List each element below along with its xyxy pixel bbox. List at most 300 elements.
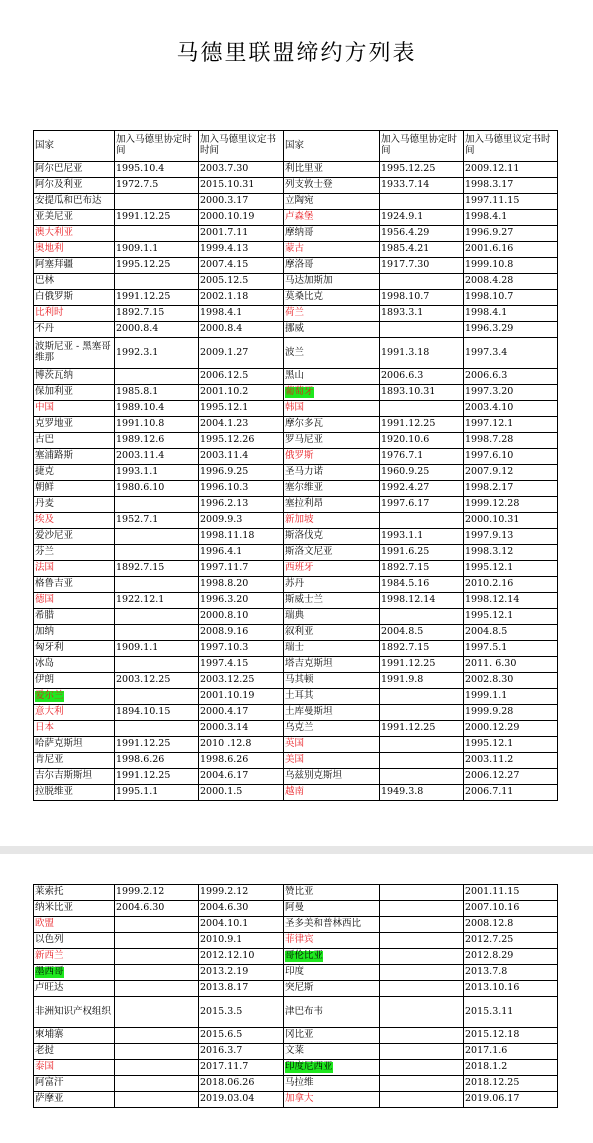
country-cell bbox=[284, 210, 380, 226]
country-cell bbox=[34, 322, 115, 338]
agreement-date-cell bbox=[380, 949, 464, 965]
agreement-date-cell bbox=[380, 917, 464, 933]
country-cell bbox=[34, 1076, 115, 1092]
table-row bbox=[34, 162, 558, 178]
column-header: 国家 bbox=[284, 131, 380, 162]
agreement-date-cell bbox=[115, 657, 199, 673]
country-cell bbox=[284, 258, 380, 274]
country-name: 挪威 bbox=[285, 323, 305, 335]
protocol-date-cell: 2007.9.12 bbox=[464, 465, 558, 481]
country-cell bbox=[34, 338, 115, 369]
country-name: 越南 bbox=[285, 786, 305, 798]
column-header: 国家 bbox=[34, 131, 115, 162]
table-row bbox=[34, 449, 558, 465]
members-table-part-2 bbox=[33, 884, 558, 1108]
country-cell bbox=[284, 497, 380, 513]
protocol-date-cell: 2003.11.4 bbox=[199, 449, 284, 465]
agreement-date-cell bbox=[115, 689, 199, 705]
agreement-date-cell: 1920.10.6 bbox=[380, 433, 464, 449]
protocol-date-cell: 1999.2.12 bbox=[199, 885, 284, 901]
agreement-date-cell bbox=[380, 981, 464, 997]
country-name: 奥地利 bbox=[35, 243, 64, 255]
table-row bbox=[34, 306, 558, 322]
agreement-date-cell: 1956.4.29 bbox=[380, 226, 464, 242]
country-cell bbox=[34, 769, 115, 785]
country-cell bbox=[34, 162, 115, 178]
protocol-date-cell: 2019.03.04 bbox=[199, 1092, 284, 1108]
country-name: 芬兰 bbox=[35, 546, 55, 558]
country-cell bbox=[284, 369, 380, 385]
country-cell bbox=[34, 785, 115, 801]
country-cell bbox=[284, 673, 380, 689]
country-name: 阿塞拜疆 bbox=[35, 259, 74, 271]
country-name: 瑞典 bbox=[285, 610, 305, 622]
country-cell bbox=[284, 997, 380, 1028]
protocol-date-cell: 1996.3.20 bbox=[199, 593, 284, 609]
country-name: 利比里亚 bbox=[285, 163, 324, 175]
agreement-date-cell: 1984.5.16 bbox=[380, 577, 464, 593]
country-name: 波斯尼亚 - 黑塞哥维那 bbox=[35, 341, 111, 363]
country-cell bbox=[34, 721, 115, 737]
agreement-date-cell: 1892.7.15 bbox=[115, 306, 199, 322]
country-name: 欧盟 bbox=[35, 918, 55, 930]
table-row bbox=[34, 290, 558, 306]
country-cell bbox=[284, 721, 380, 737]
country-name: 塞拉利昂 bbox=[285, 498, 324, 510]
country-name: 冈比亚 bbox=[285, 1029, 314, 1041]
agreement-date-cell: 2006.6.3 bbox=[380, 369, 464, 385]
country-name: 卢旺达 bbox=[35, 982, 64, 994]
country-name: 葡萄牙 bbox=[285, 386, 314, 398]
country-cell bbox=[34, 561, 115, 577]
country-cell bbox=[34, 497, 115, 513]
agreement-date-cell: 1917.7.30 bbox=[380, 258, 464, 274]
agreement-date-cell bbox=[380, 322, 464, 338]
country-name: 阿尔及利亚 bbox=[35, 179, 83, 191]
table-row bbox=[34, 933, 558, 949]
protocol-date-cell: 1996.2.13 bbox=[199, 497, 284, 513]
country-cell bbox=[284, 657, 380, 673]
agreement-date-cell: 1892.7.15 bbox=[115, 561, 199, 577]
protocol-date-cell: 1995.12.1 bbox=[464, 561, 558, 577]
protocol-date-cell: 2007.10.16 bbox=[464, 901, 558, 917]
country-cell bbox=[34, 194, 115, 210]
protocol-date-cell: 2015.3.11 bbox=[464, 997, 558, 1028]
protocol-date-cell: 2002.1.18 bbox=[199, 290, 284, 306]
table-row bbox=[34, 689, 558, 705]
agreement-date-cell: 1909.1.1 bbox=[115, 641, 199, 657]
protocol-date-cell: 1997.6.10 bbox=[464, 449, 558, 465]
table-row bbox=[34, 481, 558, 497]
table-row bbox=[34, 561, 558, 577]
protocol-date-cell: 2001.6.16 bbox=[464, 242, 558, 258]
country-cell bbox=[284, 274, 380, 290]
table-row bbox=[34, 577, 558, 593]
table-row bbox=[34, 917, 558, 933]
table-row bbox=[34, 721, 558, 737]
protocol-date-cell: 1996.9.25 bbox=[199, 465, 284, 481]
country-name: 法国 bbox=[35, 562, 55, 574]
country-name: 吉尔吉斯斯坦 bbox=[35, 770, 93, 782]
protocol-date-cell: 2015.12.18 bbox=[464, 1028, 558, 1044]
agreement-date-cell bbox=[380, 705, 464, 721]
country-name: 安提瓜和巴布达 bbox=[35, 195, 102, 207]
country-name: 不丹 bbox=[35, 323, 55, 335]
country-name: 马其顿 bbox=[285, 674, 314, 686]
agreement-date-cell bbox=[115, 981, 199, 997]
protocol-date-cell: 1997.11.7 bbox=[199, 561, 284, 577]
table-row bbox=[34, 545, 558, 561]
protocol-date-cell: 1995.12.26 bbox=[199, 433, 284, 449]
agreement-date-cell: 1993.1.1 bbox=[115, 465, 199, 481]
table-row bbox=[34, 178, 558, 194]
country-name: 津巴布韦 bbox=[285, 1005, 324, 1017]
table-row bbox=[34, 1044, 558, 1060]
protocol-date-cell: 2003.4.10 bbox=[464, 401, 558, 417]
protocol-date-cell: 2004.8.5 bbox=[464, 625, 558, 641]
page-separator bbox=[0, 846, 593, 854]
agreement-date-cell bbox=[115, 625, 199, 641]
protocol-date-cell: 1996.4.1 bbox=[199, 545, 284, 561]
country-cell bbox=[34, 949, 115, 965]
protocol-date-cell: 2003.7.30 bbox=[199, 162, 284, 178]
country-name: 塞尔维亚 bbox=[285, 482, 324, 494]
country-name: 意大利 bbox=[35, 706, 64, 718]
agreement-date-cell: 1924.9.1 bbox=[380, 210, 464, 226]
agreement-date-cell bbox=[115, 933, 199, 949]
column-header: 加入马德里协定时间 bbox=[380, 131, 464, 162]
protocol-date-cell: 2013.7.8 bbox=[464, 965, 558, 981]
agreement-date-cell bbox=[380, 769, 464, 785]
country-name: 墨西哥 bbox=[35, 966, 64, 978]
agreement-date-cell bbox=[115, 1028, 199, 1044]
agreement-date-cell: 1991.10.8 bbox=[115, 417, 199, 433]
country-name: 斯洛文尼亚 bbox=[285, 546, 333, 558]
protocol-date-cell: 1997.3.20 bbox=[464, 385, 558, 401]
agreement-date-cell bbox=[115, 369, 199, 385]
table-row bbox=[34, 593, 558, 609]
protocol-date-cell: 2009.9.3 bbox=[199, 513, 284, 529]
table-row bbox=[34, 885, 558, 901]
protocol-date-cell: 2015.6.5 bbox=[199, 1028, 284, 1044]
country-name: 阿曼 bbox=[285, 902, 305, 914]
country-name: 马拉维 bbox=[285, 1077, 314, 1089]
protocol-date-cell: 2018.12.25 bbox=[464, 1076, 558, 1092]
country-name: 罗马尼亚 bbox=[285, 434, 324, 446]
country-cell bbox=[34, 258, 115, 274]
protocol-date-cell: 2013.10.16 bbox=[464, 981, 558, 997]
protocol-date-cell: 2004.1.23 bbox=[199, 417, 284, 433]
agreement-date-cell: 1991.12.25 bbox=[115, 769, 199, 785]
country-name: 德国 bbox=[35, 594, 55, 606]
country-cell bbox=[284, 1092, 380, 1108]
protocol-date-cell: 1996.10.3 bbox=[199, 481, 284, 497]
agreement-date-cell bbox=[115, 917, 199, 933]
agreement-date-cell bbox=[115, 529, 199, 545]
country-name: 新西兰 bbox=[35, 950, 64, 962]
country-name: 爱沙尼亚 bbox=[35, 530, 74, 542]
country-name: 哈萨克斯坦 bbox=[35, 738, 83, 750]
country-name: 巴林 bbox=[35, 275, 55, 287]
protocol-date-cell: 2008.12.8 bbox=[464, 917, 558, 933]
country-name: 印度 bbox=[285, 966, 305, 978]
country-name: 斯威士兰 bbox=[285, 594, 324, 606]
table-row bbox=[34, 1076, 558, 1092]
country-cell bbox=[284, 306, 380, 322]
agreement-date-cell: 1991.12.25 bbox=[115, 290, 199, 306]
agreement-date-cell bbox=[380, 1060, 464, 1076]
agreement-date-cell: 1991.9.8 bbox=[380, 673, 464, 689]
agreement-date-cell bbox=[380, 194, 464, 210]
protocol-date-cell: 1998.6.26 bbox=[199, 753, 284, 769]
protocol-date-cell: 2010.2.16 bbox=[464, 577, 558, 593]
agreement-date-cell bbox=[115, 545, 199, 561]
country-name: 博茨瓦纳 bbox=[35, 370, 74, 382]
country-name: 摩尔多瓦 bbox=[285, 418, 324, 430]
protocol-date-cell: 2004.10.1 bbox=[199, 917, 284, 933]
agreement-date-cell: 1892.7.15 bbox=[380, 561, 464, 577]
country-name: 乌克兰 bbox=[285, 722, 314, 734]
country-name: 丹麦 bbox=[35, 498, 55, 510]
protocol-date-cell: 2003.12.25 bbox=[199, 673, 284, 689]
country-cell bbox=[34, 981, 115, 997]
country-cell bbox=[34, 737, 115, 753]
country-name: 摩洛哥 bbox=[285, 259, 314, 271]
country-name: 卢森堡 bbox=[285, 211, 314, 223]
table-row bbox=[34, 385, 558, 401]
agreement-date-cell bbox=[380, 274, 464, 290]
protocol-date-cell: 2012.8.29 bbox=[464, 949, 558, 965]
country-cell bbox=[34, 689, 115, 705]
table-row bbox=[34, 673, 558, 689]
country-name: 中国 bbox=[35, 402, 55, 414]
table-row bbox=[34, 705, 558, 721]
agreement-date-cell: 1960.9.25 bbox=[380, 465, 464, 481]
country-name: 白俄罗斯 bbox=[35, 291, 74, 303]
protocol-date-cell: 2001.10.19 bbox=[199, 689, 284, 705]
country-cell bbox=[34, 1092, 115, 1108]
country-cell bbox=[34, 753, 115, 769]
agreement-date-cell: 1998.10.7 bbox=[380, 290, 464, 306]
country-name: 阿富汗 bbox=[35, 1077, 64, 1089]
agreement-date-cell: 2004.8.5 bbox=[380, 625, 464, 641]
country-cell bbox=[284, 194, 380, 210]
country-name: 萨摩亚 bbox=[35, 1093, 64, 1105]
country-cell bbox=[34, 242, 115, 258]
country-cell bbox=[34, 210, 115, 226]
table-row bbox=[34, 641, 558, 657]
table-row bbox=[34, 226, 558, 242]
country-cell bbox=[34, 385, 115, 401]
protocol-date-cell: 1997.3.4 bbox=[464, 338, 558, 369]
protocol-date-cell: 2006.12.27 bbox=[464, 769, 558, 785]
column-header: 加入马德里议定书时间 bbox=[464, 131, 558, 162]
country-name: 加拿大 bbox=[285, 1093, 314, 1105]
country-cell bbox=[284, 529, 380, 545]
protocol-date-cell: 1995.12.1 bbox=[199, 401, 284, 417]
table-row bbox=[34, 274, 558, 290]
country-name: 塞浦路斯 bbox=[35, 450, 74, 462]
country-name: 亚美尼亚 bbox=[35, 211, 74, 223]
agreement-date-cell: 1991.12.25 bbox=[380, 417, 464, 433]
country-cell bbox=[284, 465, 380, 481]
country-name: 拉脱维亚 bbox=[35, 786, 74, 798]
protocol-date-cell: 1998.4.1 bbox=[464, 210, 558, 226]
country-cell bbox=[34, 997, 115, 1028]
protocol-date-cell: 2010.9.1 bbox=[199, 933, 284, 949]
agreement-date-cell: 2000.8.4 bbox=[115, 322, 199, 338]
protocol-date-cell: 1999.12.28 bbox=[464, 497, 558, 513]
table-row bbox=[34, 433, 558, 449]
country-cell bbox=[34, 965, 115, 981]
table-row bbox=[34, 369, 558, 385]
protocol-date-cell: 2017.11.7 bbox=[199, 1060, 284, 1076]
country-name: 黑山 bbox=[285, 370, 305, 382]
country-name: 古巴 bbox=[35, 434, 55, 446]
country-name: 爱尔兰 bbox=[35, 690, 64, 702]
protocol-date-cell: 2004.6.17 bbox=[199, 769, 284, 785]
protocol-date-cell: 1997.9.13 bbox=[464, 529, 558, 545]
protocol-date-cell: 2001.7.11 bbox=[199, 226, 284, 242]
agreement-date-cell bbox=[380, 609, 464, 625]
table-row bbox=[34, 1060, 558, 1076]
country-cell bbox=[34, 481, 115, 497]
country-name: 马达加斯加 bbox=[285, 275, 333, 287]
country-name: 匈牙利 bbox=[35, 642, 64, 654]
protocol-date-cell: 2000.3.17 bbox=[199, 194, 284, 210]
protocol-date-cell: 1998.7.28 bbox=[464, 433, 558, 449]
country-cell bbox=[284, 705, 380, 721]
protocol-date-cell: 1997.11.15 bbox=[464, 194, 558, 210]
agreement-date-cell bbox=[115, 226, 199, 242]
agreement-date-cell bbox=[380, 1028, 464, 1044]
country-name: 伊朗 bbox=[35, 674, 55, 686]
agreement-date-cell: 1991.12.25 bbox=[115, 737, 199, 753]
protocol-date-cell: 2019.06.17 bbox=[464, 1092, 558, 1108]
protocol-date-cell: 1997.12.1 bbox=[464, 417, 558, 433]
agreement-date-cell: 1989.10.4 bbox=[115, 401, 199, 417]
protocol-date-cell: 2012.7.25 bbox=[464, 933, 558, 949]
country-name: 老挝 bbox=[35, 1045, 55, 1057]
protocol-date-cell: 2006.6.3 bbox=[464, 369, 558, 385]
table-row bbox=[34, 625, 558, 641]
protocol-date-cell: 2000.3.14 bbox=[199, 721, 284, 737]
table-row bbox=[34, 997, 558, 1028]
country-name: 文莱 bbox=[285, 1045, 305, 1057]
agreement-date-cell bbox=[115, 949, 199, 965]
agreement-date-cell: 1989.12.6 bbox=[115, 433, 199, 449]
country-name: 赞比亚 bbox=[285, 886, 314, 898]
country-cell bbox=[34, 274, 115, 290]
country-name: 苏丹 bbox=[285, 578, 305, 590]
protocol-date-cell: 2001.10.2 bbox=[199, 385, 284, 401]
agreement-date-cell: 1952.7.1 bbox=[115, 513, 199, 529]
country-name: 土库曼斯坦 bbox=[285, 706, 333, 718]
country-name: 圣马力诺 bbox=[285, 466, 324, 478]
country-name: 突尼斯 bbox=[285, 982, 314, 994]
country-cell bbox=[34, 933, 115, 949]
table-row bbox=[34, 769, 558, 785]
country-cell bbox=[284, 449, 380, 465]
country-name: 比利时 bbox=[35, 307, 64, 319]
table-row bbox=[34, 785, 558, 801]
country-cell bbox=[284, 901, 380, 917]
country-name: 俄罗斯 bbox=[285, 450, 314, 462]
table-row bbox=[34, 417, 558, 433]
protocol-date-cell: 2001.11.15 bbox=[464, 885, 558, 901]
protocol-date-cell: 2009.1.27 bbox=[199, 338, 284, 369]
country-name: 列支敦士登 bbox=[285, 179, 333, 191]
protocol-date-cell: 2013.8.17 bbox=[199, 981, 284, 997]
country-cell bbox=[284, 1076, 380, 1092]
agreement-date-cell bbox=[380, 965, 464, 981]
country-cell bbox=[34, 433, 115, 449]
table-row bbox=[34, 965, 558, 981]
country-cell bbox=[34, 369, 115, 385]
protocol-date-cell: 2006.12.5 bbox=[199, 369, 284, 385]
country-name: 格鲁吉亚 bbox=[35, 578, 74, 590]
agreement-date-cell bbox=[380, 753, 464, 769]
country-cell bbox=[284, 785, 380, 801]
country-name: 瑞士 bbox=[285, 642, 305, 654]
country-name: 阿尔巴尼亚 bbox=[35, 163, 83, 175]
country-name: 保加利亚 bbox=[35, 386, 74, 398]
country-cell bbox=[284, 933, 380, 949]
table-row bbox=[34, 529, 558, 545]
table-row bbox=[34, 1028, 558, 1044]
country-cell bbox=[34, 290, 115, 306]
agreement-date-cell bbox=[115, 965, 199, 981]
table-row bbox=[34, 258, 558, 274]
country-name: 埃及 bbox=[35, 514, 55, 526]
country-name: 加纳 bbox=[35, 626, 55, 638]
country-name: 圣多美和普林西比 bbox=[285, 918, 362, 930]
country-cell bbox=[284, 625, 380, 641]
country-cell bbox=[284, 753, 380, 769]
country-name: 柬埔寨 bbox=[35, 1029, 64, 1041]
protocol-date-cell: 1996.9.27 bbox=[464, 226, 558, 242]
country-cell bbox=[284, 322, 380, 338]
agreement-date-cell: 1991.3.18 bbox=[380, 338, 464, 369]
agreement-date-cell: 1893.3.1 bbox=[380, 306, 464, 322]
country-cell bbox=[284, 178, 380, 194]
protocol-date-cell: 2010 .12.8 bbox=[199, 737, 284, 753]
agreement-date-cell: 1991.12.25 bbox=[380, 721, 464, 737]
country-cell bbox=[284, 561, 380, 577]
agreement-date-cell: 1995.12.25 bbox=[380, 162, 464, 178]
country-cell bbox=[284, 641, 380, 657]
country-cell bbox=[34, 593, 115, 609]
protocol-date-cell: 2000.12.29 bbox=[464, 721, 558, 737]
protocol-date-cell: 2015.10.31 bbox=[199, 178, 284, 194]
country-name: 希腊 bbox=[35, 610, 55, 622]
country-cell bbox=[284, 338, 380, 369]
agreement-date-cell: 1922.12.1 bbox=[115, 593, 199, 609]
agreement-date-cell: 2003.12.25 bbox=[115, 673, 199, 689]
agreement-date-cell bbox=[380, 1092, 464, 1108]
agreement-date-cell: 1894.10.15 bbox=[115, 705, 199, 721]
country-cell bbox=[284, 242, 380, 258]
country-cell bbox=[284, 577, 380, 593]
protocol-date-cell: 2009.12.11 bbox=[464, 162, 558, 178]
protocol-date-cell: 2003.11.2 bbox=[464, 753, 558, 769]
country-cell bbox=[34, 917, 115, 933]
country-name: 捷克 bbox=[35, 466, 55, 478]
protocol-date-cell: 1998.3.17 bbox=[464, 178, 558, 194]
country-cell bbox=[284, 593, 380, 609]
country-name: 乌兹别克斯坦 bbox=[285, 770, 343, 782]
country-name: 克罗地亚 bbox=[35, 418, 74, 430]
